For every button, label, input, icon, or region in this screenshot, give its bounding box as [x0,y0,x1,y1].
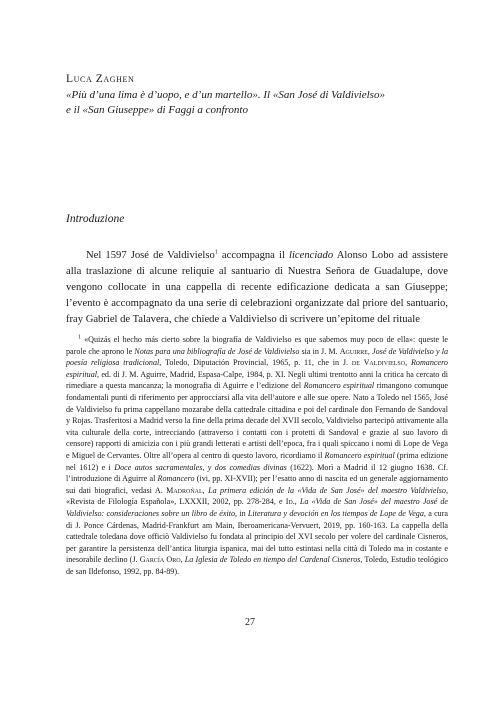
footnote-text: , Toledo, Diputación Provincial, 1965, p. 11, che in J. [159,358,352,368]
footnote-text: , in [235,508,248,518]
page-number: 27 [245,617,255,628]
title-line-1: «Più d’una lima è d’uopo, e d’un martello». Il «San José di Valdivielso» [66,89,385,101]
body-text-segment: Alonso Lobo ad assistere alla traslazione di alcune reliquie al santuario di Nuestra Señora de Guadalupe, dove vengono collocate in una cappella di recente edificazione dedicata a san Giuseppe; l’evento è accompagnato da una serie di celebrazioni organizzate dal priore del santuario, fray Gabriel de Talavera, che chiede a Valdivielso di scrivere un’epitome del rituale [66,250,448,325]
footnote-italic: La Iglesia de Toledo en tiempo del Cardenal Cisneros [184,555,361,565]
footnote-text: , ed. di J. M. Aguirre, Madrid, Espasa-Calpe, 1984, p. XI. Negli ultimi trentotto anni la critica ha cercato di rimediare a questa mancanza; la monografia di Aguirre e l’edizione del [66,369,448,391]
footnote-text: rimangono comunque fondamentali punti di riferimento per approcciarsi alla vita dell’autore e alle sue opere. Nato a Toledo nel 1565, José de Valdivielso fu prima cappellano mozarabe della cattedrale cittadina e poi del cardinale don Fernando de Sandoval y Rojas. Trasferitosi a Madrid verso la fine della prima decade del XVII secolo, Valdivielso partecipò attivamente alla vita culturale della corte, intrecciando (attraverso i contatti con i protetti di Sandoval e grazie al suo lavoro di censore) rapporti di amicizia con i più grandi letterati e artisti dell’epoca, fra i quali spiccano i nomi di Lope de Vega e Miguel de Cervantes. Oltre all’opera al centro di questo lavoro, ricordiamo il [66,381,448,460]
footnote-text: (ivi, pp. XI-XVII); per l’esatto anno di nascita ed un generale aggiornamento sui dati biografici, vedasi A. [66,474,448,495]
author-name: Luca Zaghen [66,73,135,85]
footnote-author-name: Aguirre [339,346,368,356]
footnote-italic: Romancero espiritual [324,450,395,460]
footnote-text: , [180,555,185,565]
footnote-text: ., [292,497,300,507]
footnote-italic: Literatura y devoción en los tiempos de Lope de Vega [247,508,424,518]
footnote-reference: 1 [214,249,218,256]
footnote-italic: Notas para una bibliografía de José de Valdivielso [134,346,300,356]
body-italic-term: licenciado [289,250,334,261]
footnote-number: 1 [78,334,81,341]
footnote-text: (prima edizione nel 1612) e i [66,450,448,472]
footnote-text: (1622). Morì a Madrid il 12 giugno 1638. Cf. l’introduzione di Aguirre al [66,462,448,484]
footnote-text: , a cura di J. Ponce Cárdenas, Madrid-Frankfurt am Main, Iberoamericana-Vervuert, 2019, pp. 160-163. La cappella della cattedrale toledana dove officiò Valdivielso fu fondata al principio del XVI secolo per volere del cardinale Cisneros, per garantire la persistenza dell’antica liturgia ispanica, mai del tutto estintasi nella città di Toledo ma in costante e inesorabile declino (J. [66,508,448,565]
footnote-text: , [405,358,411,368]
title-line-2: e il «San Giuseppe» di Faggi a confronto [66,104,248,116]
footnote-author-name: Madroñal [166,485,203,495]
footnote-text: , Toledo, Estudio teológico de san Ildefonso, 1992, pp. 84-89). [66,555,449,576]
footnote-italic: Romancero espiritual [303,381,375,391]
footnote-italic: La «Vida de San José» del maestro José de Valdivielso: consideraciones sobre un libro de éxito [66,497,448,518]
footnote-author-name: de Valdivielso [351,358,406,368]
footnote-text: «Quizás el hecho más cierto sobre la biografía de Valdivielso es que sabemos muy poco de ella»: queste le parole che aprono le [66,335,448,356]
footnote-text: , [202,485,209,495]
footnote-text: , «Revista de Filología Española», LXXXII, 2002, pp. 278-284, e [66,485,448,507]
footnote-italic: Romancero espiritual [66,358,448,379]
article-title [66,88,446,118]
footnote [66,334,448,577]
footnote-text: sia in J. M. [299,346,340,356]
footnote-italic: La primera edición de la «Vida de San José» del maestro Valdivielso [208,485,446,495]
footnote-text: , [367,346,373,356]
body-paragraph [66,248,448,328]
footnote-italic: Doce autos sacramentales, y dos comedias divinas [114,462,287,472]
body-text-segment: Nel 1597 José de Valdivielso [86,250,215,261]
footnote-author-name: García Oro [139,555,181,565]
body-text-segment: accompagna il [217,250,290,261]
footnote-italic: Romancero [157,474,195,484]
section-heading: Introduzione [66,213,125,225]
footnote-italic: José de Valdivielso y la poesía religiosa tradicional [66,346,448,368]
footnote-author-name: Id [285,497,293,507]
